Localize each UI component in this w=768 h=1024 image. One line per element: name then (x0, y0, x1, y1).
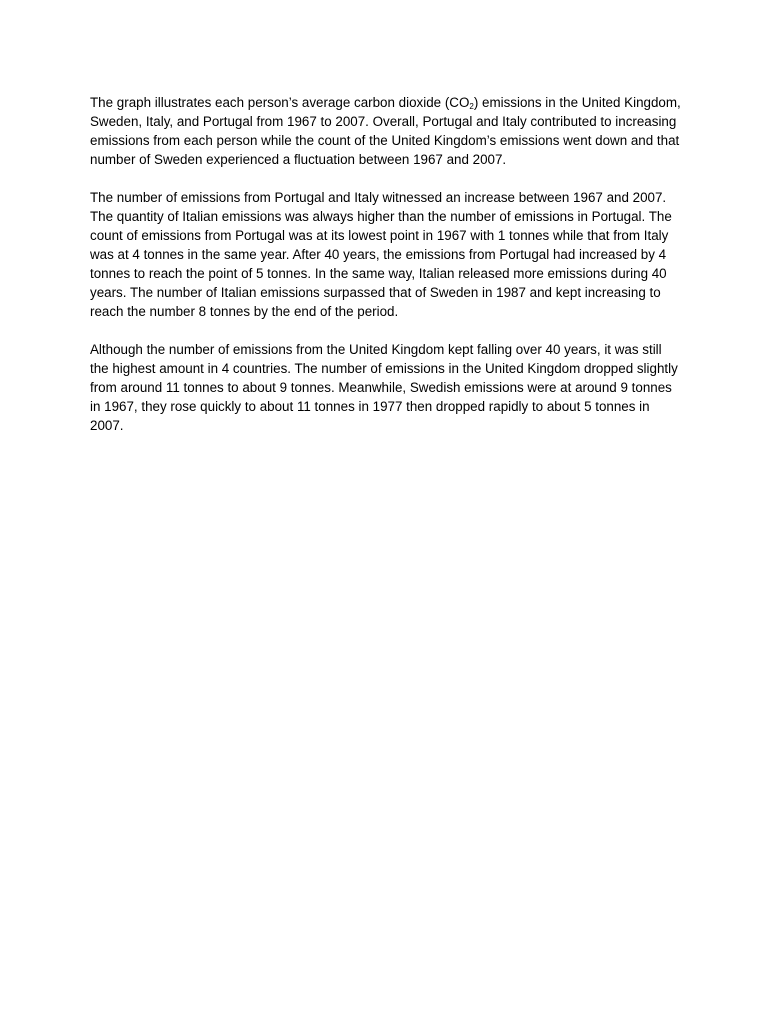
paragraph-portugal-italy: The number of emissions from Portugal and Italy witnessed an increase between 1967 and 2007. The quantity of Italian emissions was always higher than the number of emissions in Portugal. The count of emissions from Portugal was at its lowest point in 1967 with 1 tonnes while that from Italy was at 4 tonnes in the same year. After 40 years, the emissions from Portugal had increased by 4 tonnes to reach the point of 5 tonnes. In the same way, Italian released more emissions during 40 years. The number of Italian emissions surpassed that of Sweden in 1987 and kept increasing to reach the number 8 tonnes by the end of the period. (90, 190, 672, 319)
paragraph-intro-text-end: ) emissions in the United Kingdom, Sweden, Italy, and Portugal from 1967 to 2007. Overall, Portugal and Italy contributed to increasing emissions from each person while the count of the United Kingdom’s emissions went down and that number of Sweden experienced a fluctuation between 1967 and 2007. (90, 95, 681, 167)
paragraph-intro-text-start: The graph illustrates each person’s average carbon dioxide (CO (90, 95, 470, 110)
co2-subscript: 2 (469, 102, 474, 111)
paragraph-uk-sweden: Although the number of emissions from the United Kingdom kept falling over 40 years, it was still the highest amount in 4 countries. The number of emissions in the United Kingdom dropped slightly from around 11 tonnes to about 9 tonnes. Meanwhile, Swedish emissions were at around 9 tonnes in 1967, they rose quickly to about 11 tonnes in 1977 then dropped rapidly to about 5 tonnes in 2007. (90, 342, 678, 433)
document-body[interactable] (90, 93, 682, 454)
paragraph-intro (90, 93, 682, 169)
